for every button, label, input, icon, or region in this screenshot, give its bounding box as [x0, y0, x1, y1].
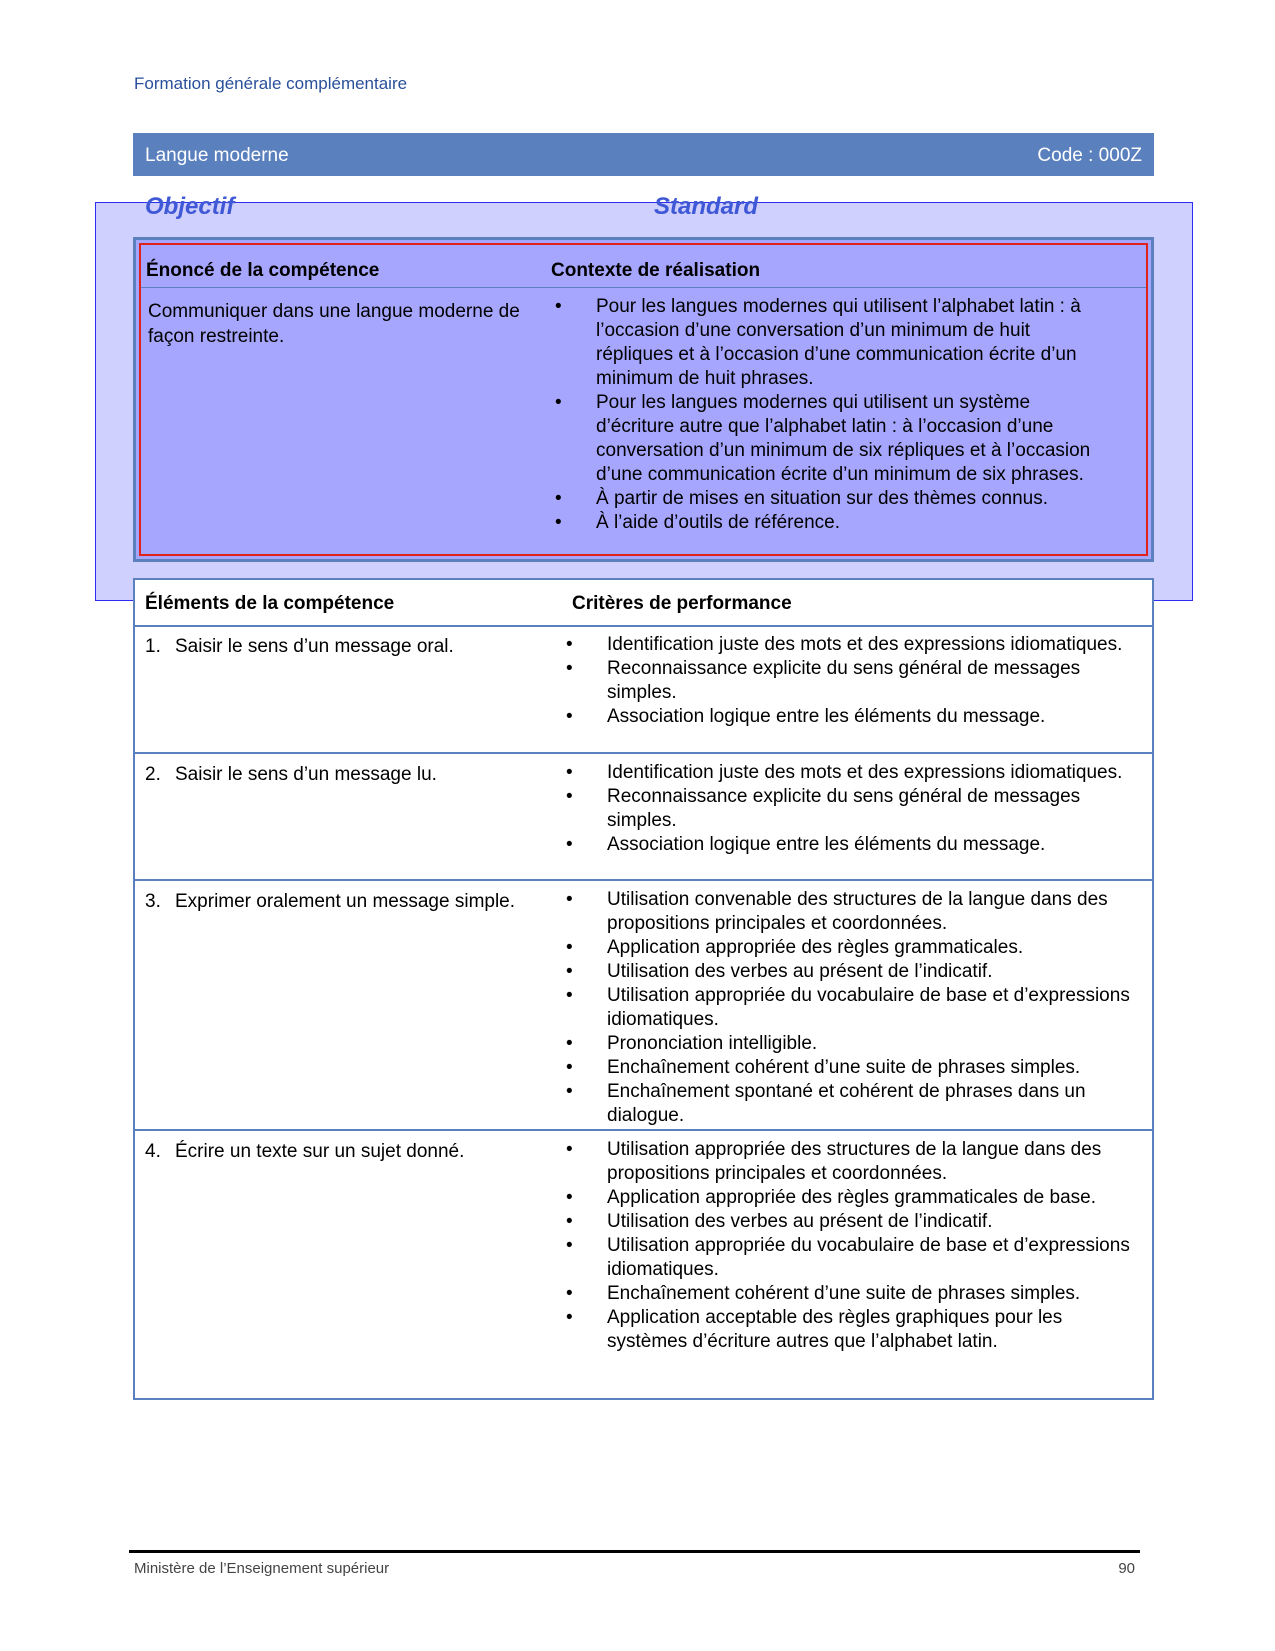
list-item: • Application appropriée des règles grammaticales de base. [562, 1186, 1132, 1210]
element-label: 3. Exprimer oralement un message simple. [145, 891, 516, 912]
criteria-list [562, 761, 1132, 857]
list-item: • Utilisation appropriée des structures de la langue dans des propositions principales et coordonnées. [562, 1138, 1132, 1186]
list-item: • Reconnaissance explicite du sens général de messages simples. [562, 785, 1132, 833]
list-item: • Utilisation appropriée du vocabulaire de base et d’expressions idiomatiques. [562, 1234, 1132, 1282]
list-item: • Enchaînement cohérent d’une suite de phrases simples. [562, 1056, 1132, 1080]
criteria-list [562, 1138, 1132, 1354]
list-item: • À l’aide d’outils de référence. [551, 511, 1106, 535]
element-label: 2. Saisir le sens d’un message lu. [145, 764, 437, 785]
contexte-header: Contexte de réalisation [551, 260, 761, 281]
list-item: • Utilisation appropriée du vocabulaire de base et d’expressions idiomatiques. [562, 984, 1132, 1032]
list-item: • Enchaînement cohérent d’une suite de phrases simples. [562, 1282, 1132, 1306]
element-label: 4. Écrire un texte sur un sujet donné. [145, 1141, 465, 1162]
table-row [135, 754, 1152, 881]
list-item: • Association logique entre les éléments du message. [562, 705, 1132, 729]
enonce-text: Communiquer dans une langue moderne de façon restreinte. [148, 301, 520, 347]
criteres-header: Critères de performance [572, 593, 792, 614]
divider [141, 287, 1146, 288]
list-item: • Pour les langues modernes qui utilisent l’alphabet latin : à l’occasion d’une conversation d’un minimum de huit répliques et à l’occasion d’une communication écrite d’un minimum de huit phrases. [551, 295, 1106, 391]
footer-ministry: Ministère de l’Enseignement supérieur [134, 1560, 390, 1577]
perf-table-header [135, 580, 1152, 627]
section-standard: Standard [654, 193, 759, 220]
list-item: • Application acceptable des règles graphiques pour les systèmes d’écriture autres que l’alphabet latin. [562, 1306, 1132, 1354]
list-item: • Utilisation des verbes au présent de l’indicatif. [562, 1210, 1132, 1234]
list-item: • Prononciation intelligible. [562, 1032, 1132, 1056]
list-item: • Reconnaissance explicite du sens général de messages simples. [562, 657, 1132, 705]
element-label: 1. Saisir le sens d’un message oral. [145, 636, 454, 657]
list-item: • À partir de mises en situation sur des thèmes connus. [551, 487, 1106, 511]
list-item: • Application appropriée des règles grammaticales. [562, 936, 1132, 960]
elements-header: Éléments de la compétence [145, 593, 395, 614]
page-number: 90 [1118, 1560, 1135, 1577]
table-row [135, 626, 1152, 754]
title-bar [133, 133, 1154, 176]
criteria-list [562, 633, 1132, 729]
course-code: Code : 000Z [1037, 145, 1142, 166]
course-title: Langue moderne [145, 145, 289, 166]
list-item: • Pour les langues modernes qui utilisent un système d’écriture autre que l’alphabet latin : à l’occasion d’une conversation d’un minimum de six répliques et à l’occasion d’une communication écrite d’un minimum de six phrases. [551, 391, 1106, 487]
enonce-table [133, 237, 1154, 562]
running-header: Formation générale complémentaire [134, 74, 408, 93]
contexte-list [551, 295, 1106, 535]
enonce-header: Énoncé de la compétence [146, 260, 380, 281]
performance-table [133, 578, 1154, 1400]
list-item: • Identification juste des mots et des expressions idiomatiques. [562, 761, 1132, 785]
footer-rule [129, 1550, 1140, 1553]
table-row [135, 881, 1152, 1131]
list-item: • Association logique entre les éléments du message. [562, 833, 1132, 857]
criteria-list [562, 888, 1132, 1128]
list-item: • Identification juste des mots et des expressions idiomatiques. [562, 633, 1132, 657]
list-item: • Utilisation des verbes au présent de l’indicatif. [562, 960, 1132, 984]
section-objectif: Objectif [145, 193, 235, 220]
enonce-inner-frame [139, 243, 1148, 556]
table-row [135, 1131, 1152, 1399]
list-item: • Enchaînement spontané et cohérent de phrases dans un dialogue. [562, 1080, 1132, 1128]
list-item: • Utilisation convenable des structures de la langue dans des propositions principales et coordonnées. [562, 888, 1132, 936]
